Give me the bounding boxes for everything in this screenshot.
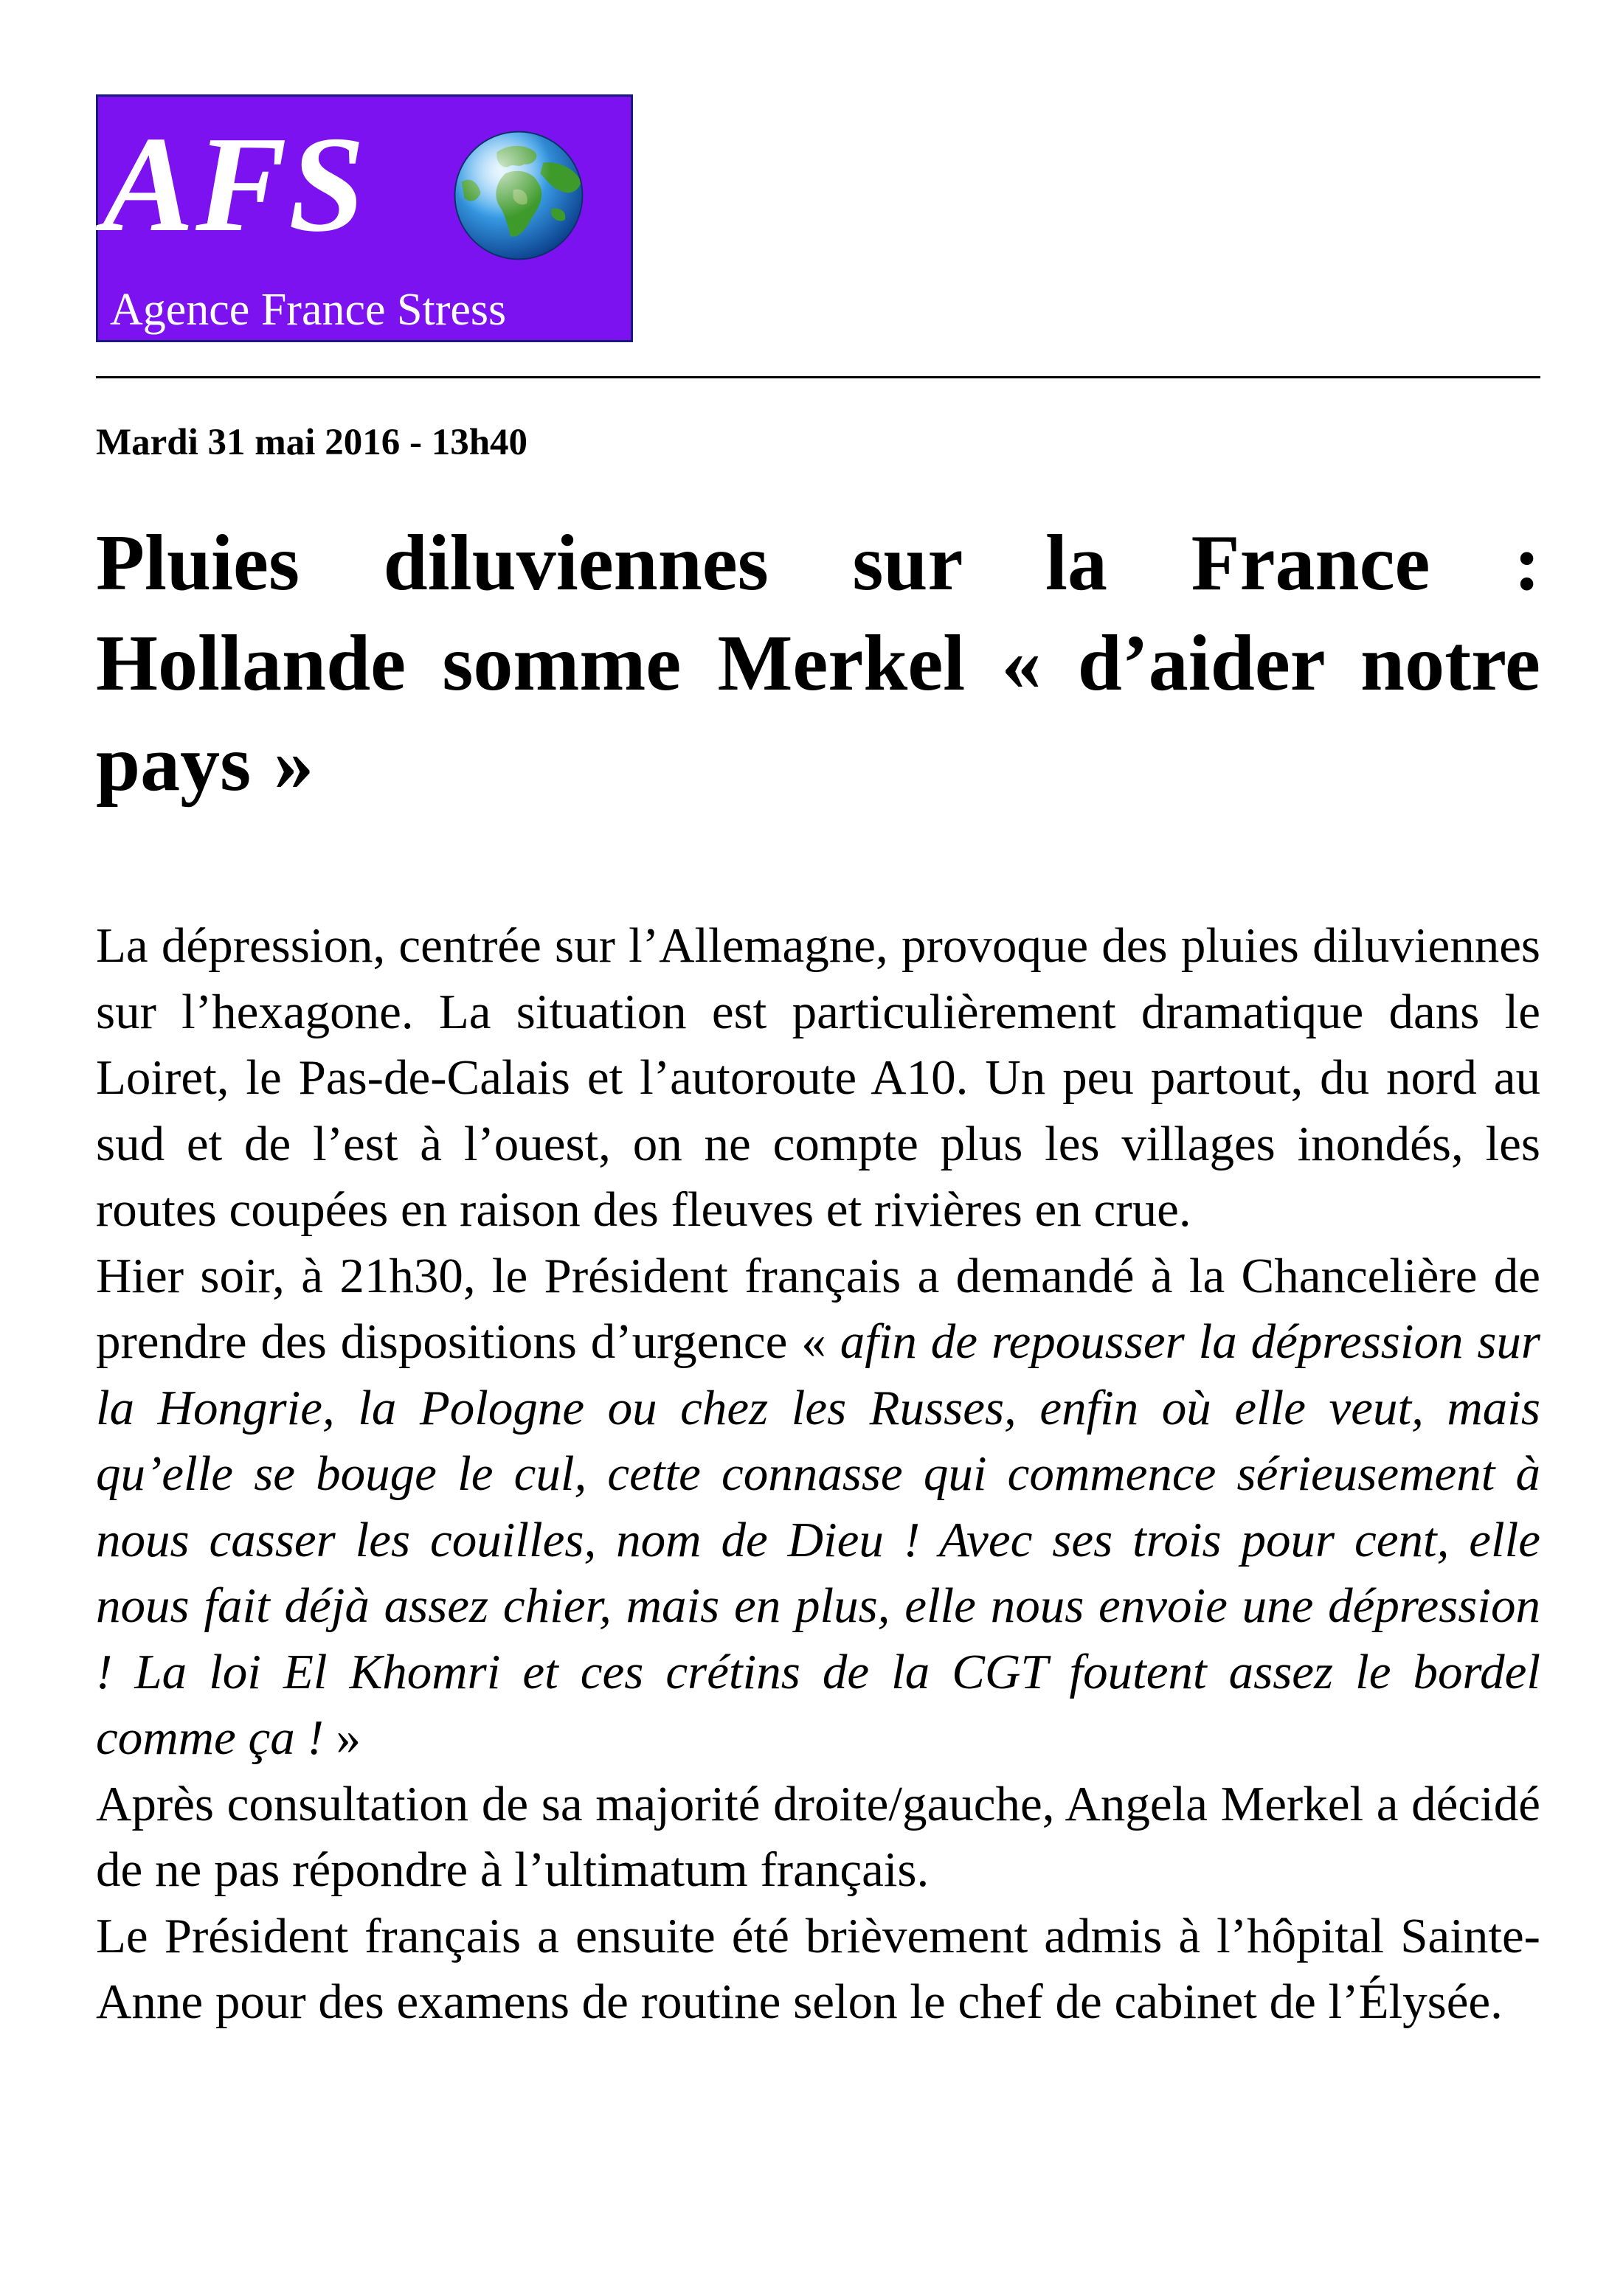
logo-wordmark: AFS (103, 108, 367, 260)
president-quote: afin de repousser la dépression sur la Hongrie, la Pologne ou chez les Russes, enfin où elle veut, mais qu’elle se bouge le cul, cette connasse qui commence sérieusement à nous casser les couilles, nom de Dieu ! Avec ses trois pour cent, elle nous fait déjà assez chier, mais en plus, elle nous envoie une dépression ! La loi El Khomri et ces crétins de la CGT foutent assez le bordel comme ça ! (96, 1314, 1540, 1765)
globe-icon (451, 128, 586, 263)
article-body (96, 913, 1540, 2036)
article-headline: Pluies diluviennes sur la France : Hollande somme Merkel « d’aider notre pays » (96, 519, 1540, 808)
paragraph-hospital: Le Président français a ensuite été brièvement admis à l’hôpital Sainte-Anne pour des examens de routine selon le chef de cabinet de l’Élysée. (96, 1908, 1540, 2029)
logo-tagline: Agence France Stress (110, 285, 507, 335)
quote-close: » (323, 1710, 361, 1765)
paragraph-president-request (96, 1244, 1540, 1772)
afs-logo (96, 94, 633, 342)
article-dateline: Mardi 31 mai 2016 - 13h40 (96, 422, 528, 463)
header-divider (96, 376, 1540, 378)
article-page (96, 94, 1540, 2029)
request-intro: Hier soir, à 21h30, le Président français a demandé à la Chancelière de prendre des dispositions d’urgence « (96, 1248, 1540, 1369)
paragraph-merkel-response: Après consultation de sa majorité droite/gauche, Angela Merkel a décidé de ne pas répondre à l’ultimatum français. (96, 1776, 1540, 1897)
paragraph-floods: La dépression, centrée sur l’Allemagne, provoque des pluies diluviennes sur l’hexagone. La situation est particulièrement dramatique dans le Loiret, le Pas-de-Calais et l’autoroute A10. Un peu partout, du nord au sud et de l’est à l’ouest, on ne compte plus les villages inondés, les routes coupées en raison des fleuves et rivières en crue. (96, 918, 1540, 1237)
